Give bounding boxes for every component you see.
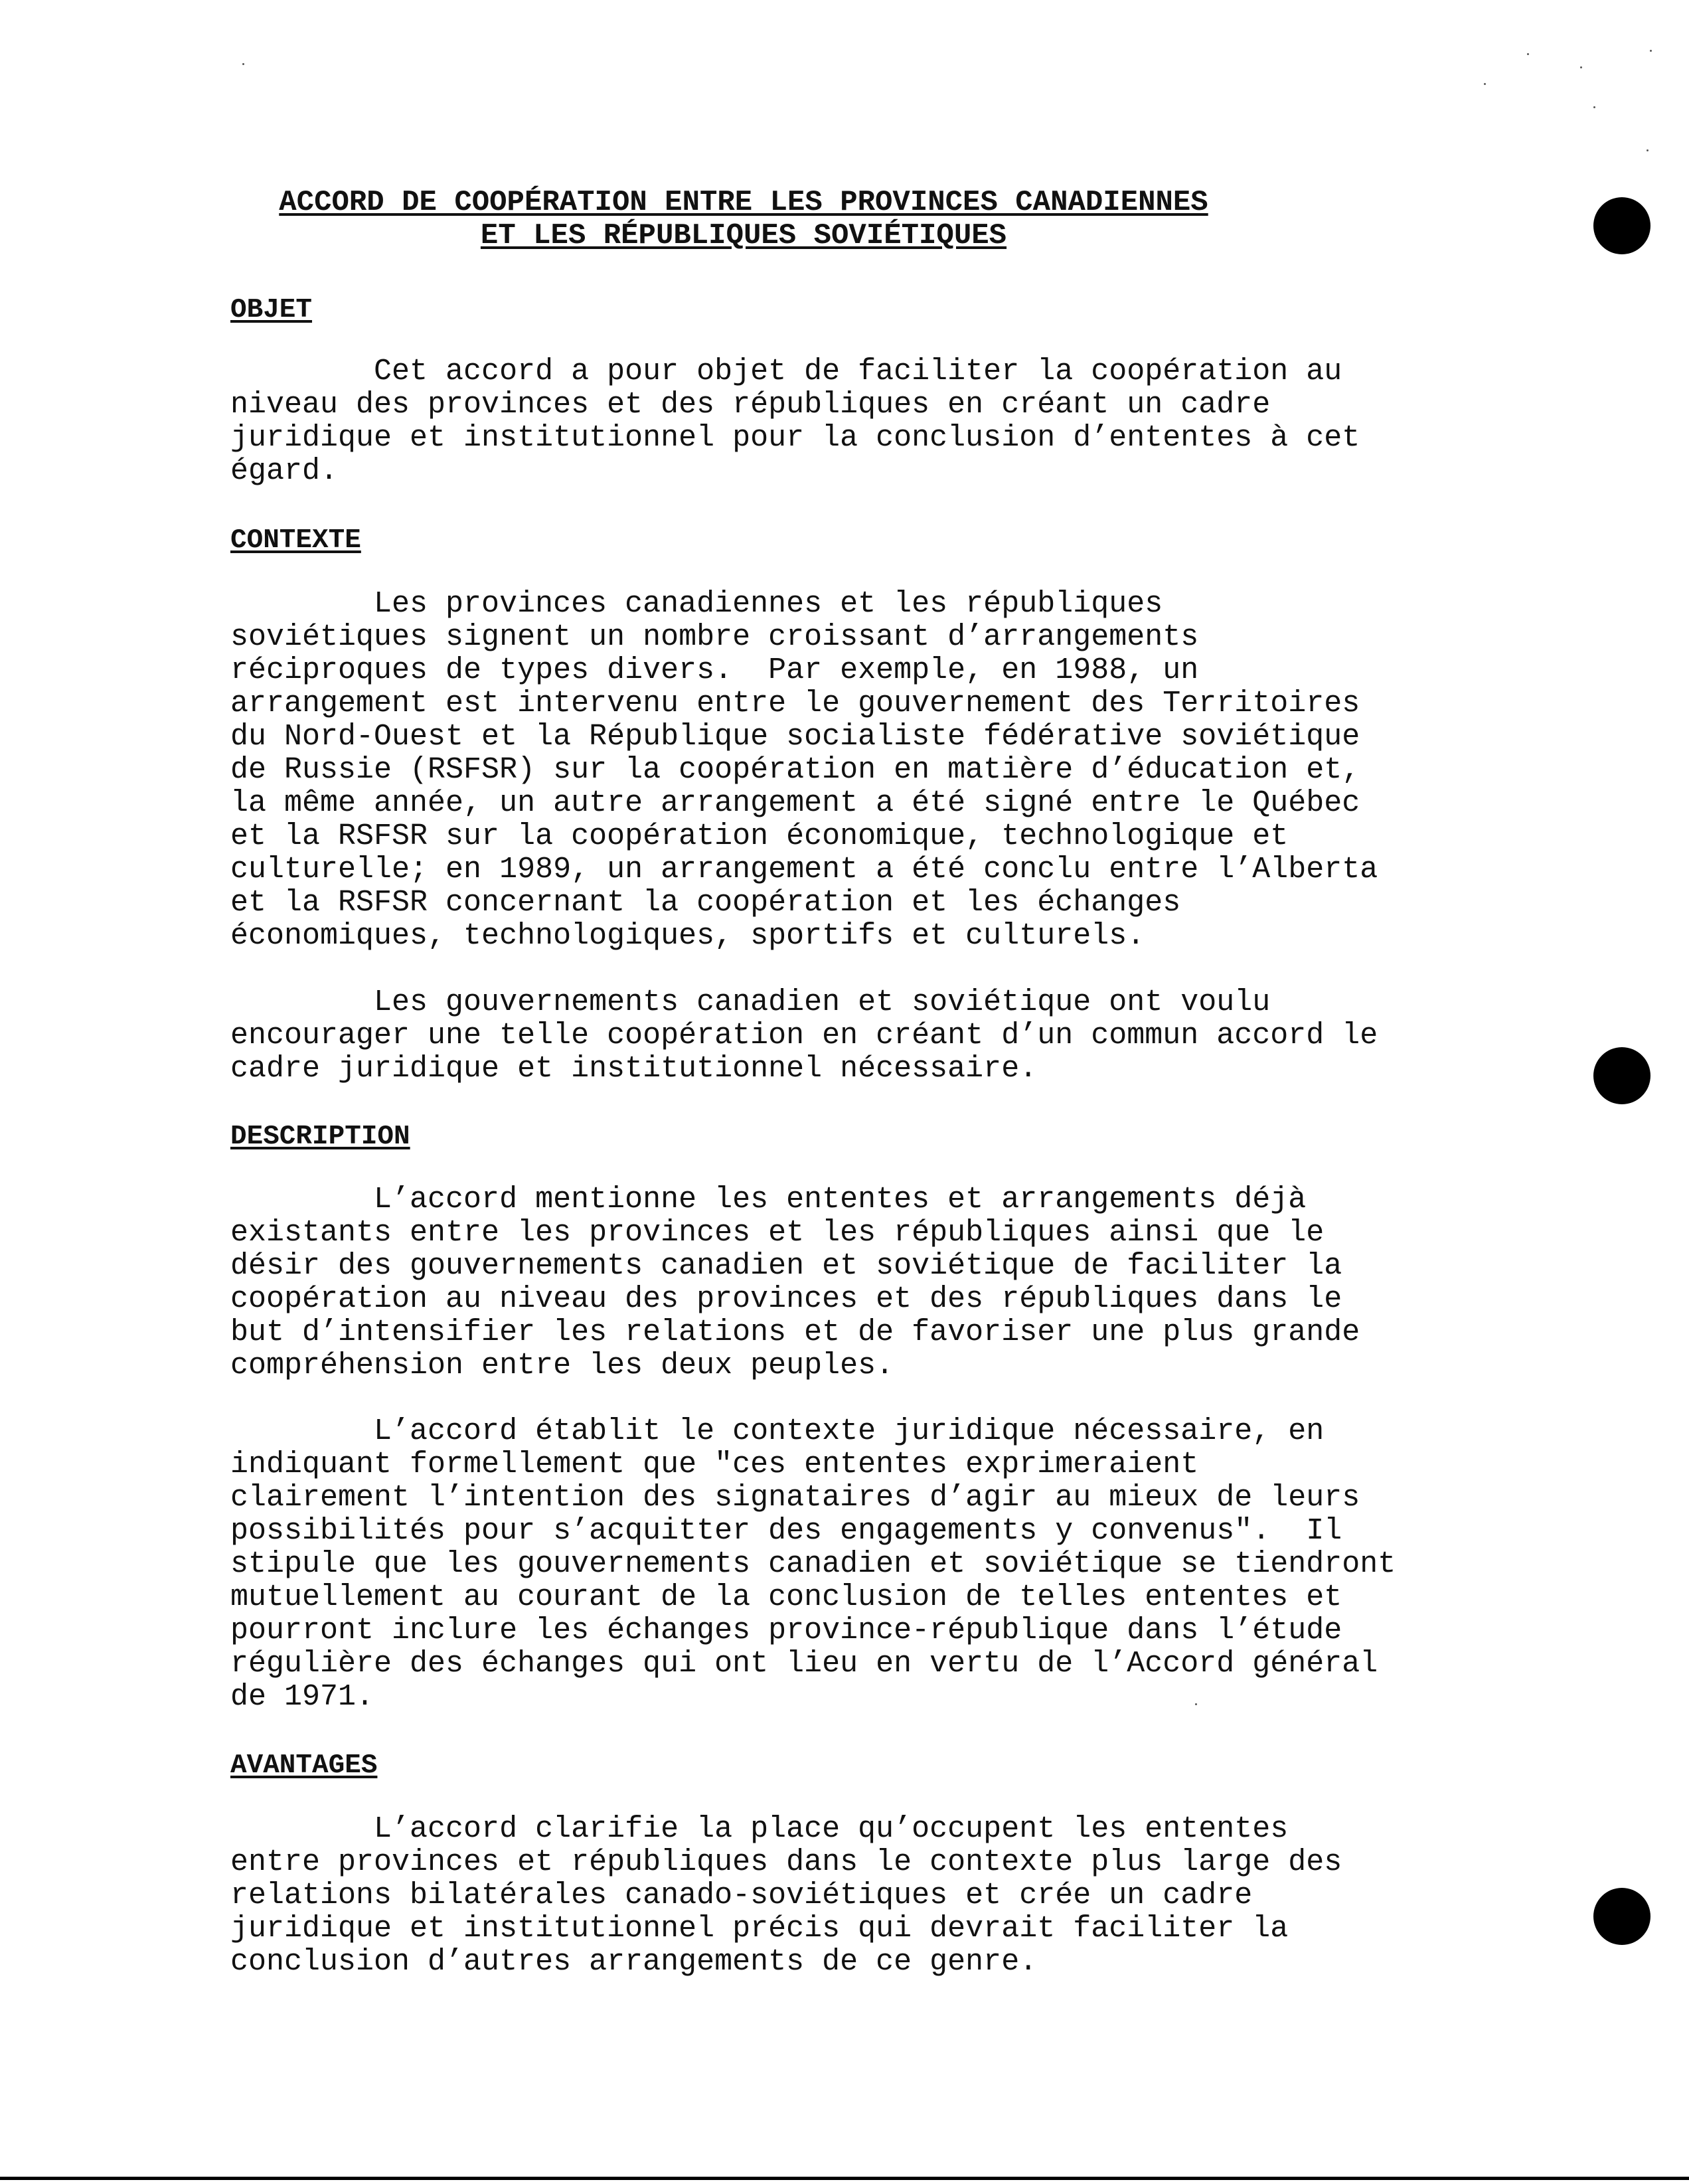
section-heading-avantages: AVANTAGES (230, 1750, 378, 1781)
text-line: encourager une telle coopération en créant d’un commun accord le (230, 1019, 1378, 1052)
section-heading-description: DESCRIPTION (230, 1122, 410, 1152)
text-line: coopération au niveau des provinces et des républiques dans le (230, 1282, 1342, 1316)
scan-speck (1484, 83, 1486, 85)
document-title-line-1: ACCORD DE COOPÉRATION ENTRE LES PROVINCES CANADIENNES (279, 186, 1208, 219)
text-line: juridique et institutionnel précis qui devrait faciliter la (230, 1912, 1289, 1946)
text-line: réciproques de types divers. Par exemple, en 1988, un (230, 653, 1199, 687)
page-bottom-border (0, 2177, 1689, 2180)
text-line: juridique et institutionnel pour la conclusion d’ententes à cet (230, 421, 1360, 455)
text-line: culturelle; en 1989, un arrangement a été conclu entre l’Alberta (230, 853, 1378, 886)
text-line: entre provinces et républiques dans le contexte plus large des (230, 1845, 1342, 1879)
text-line: cadre juridique et institutionnel nécessaire. (230, 1052, 1038, 1086)
text-line: relations bilatérales canado-soviétiques et crée un cadre (230, 1879, 1253, 1912)
text-line: pourront inclure les échanges province-république dans l’étude (230, 1614, 1342, 1647)
text-line: niveau des provinces et des républiques en créant un cadre (230, 388, 1271, 422)
scan-speck (242, 63, 244, 65)
text-line: Les provinces canadiennes et les républiques (230, 587, 1163, 621)
text-line: stipule que les gouvernements canadien et soviétique se tiendront (230, 1547, 1396, 1581)
text-line: possibilités pour s’acquitter des engagements y convenus". Il (230, 1514, 1342, 1548)
text-line: arrangement est intervenu entre le gouvernement des Territoires (230, 687, 1360, 720)
paragraph-contexte-2 (230, 986, 1538, 1086)
text-line: la même année, un autre arrangement a été signé entre le Québec (230, 786, 1360, 820)
text-line: L’accord mentionne les ententes et arrangements déjà (230, 1183, 1307, 1217)
scan-speck (1580, 66, 1582, 68)
text-line: et la RSFSR sur la coopération économique, technologique et (230, 819, 1289, 853)
scan-speck (1650, 50, 1652, 52)
text-line: clairement l’intention des signataires d’agir au mieux de leurs (230, 1481, 1360, 1515)
text-line: indiquant formellement que "ces ententes exprimeraient (230, 1448, 1199, 1481)
scan-speck (1593, 106, 1595, 108)
scan-speck (1647, 149, 1649, 151)
text-line: de 1971. (230, 1680, 374, 1714)
paragraph-description-2 (230, 1415, 1538, 1714)
paragraph-description-1 (230, 1183, 1538, 1383)
punch-hole (1593, 197, 1650, 254)
paragraph-objet-1 (230, 355, 1538, 488)
text-line: conclusion d’autres arrangements de ce genre. (230, 1945, 1038, 1979)
text-line: mutuellement au courant de la conclusion de telles ententes et (230, 1580, 1342, 1614)
text-line: économiques, technologiques, sportifs et culturels. (230, 919, 1145, 953)
punch-hole (1593, 1888, 1650, 1945)
text-line: compréhension entre les deux peuples. (230, 1349, 894, 1383)
paragraph-contexte-1 (230, 588, 1538, 953)
text-line: régulière des échanges qui ont lieu en vertu de l’Accord général (230, 1647, 1378, 1681)
scan-speck (1195, 1703, 1197, 1705)
text-line: Les gouvernements canadien et soviétique ont voulu (230, 985, 1271, 1019)
section-heading-objet: OBJET (230, 295, 313, 325)
text-line: but d’intensifier les relations et de favoriser une plus grande (230, 1315, 1360, 1349)
text-line: soviétiques signent un nombre croissant d’arrangements (230, 620, 1199, 654)
text-line: et la RSFSR concernant la coopération et les échanges (230, 886, 1181, 920)
text-line: désir des gouvernements canadien et soviétique de faciliter la (230, 1249, 1342, 1283)
text-line: du Nord-Ouest et la République socialiste fédérative soviétique (230, 720, 1360, 754)
section-heading-contexte: CONTEXTE (230, 525, 361, 556)
document-title (226, 186, 1261, 252)
text-line: Cet accord a pour objet de faciliter la coopération au (230, 355, 1342, 388)
text-line: de Russie (RSFSR) sur la coopération en matière d’éducation et, (230, 753, 1360, 787)
text-line: égard. (230, 454, 339, 488)
scan-speck (1527, 53, 1529, 55)
punch-hole (1593, 1047, 1650, 1104)
text-line: existants entre les provinces et les républiques ainsi que le (230, 1216, 1325, 1250)
document-title-line-2: ET LES RÉPUBLIQUES SOVIÉTIQUES (480, 219, 1007, 252)
text-line: L’accord établit le contexte juridique nécessaire, en (230, 1414, 1325, 1448)
text-line: L’accord clarifie la place qu’occupent les ententes (230, 1812, 1289, 1846)
paragraph-avantages-1 (230, 1813, 1538, 1979)
